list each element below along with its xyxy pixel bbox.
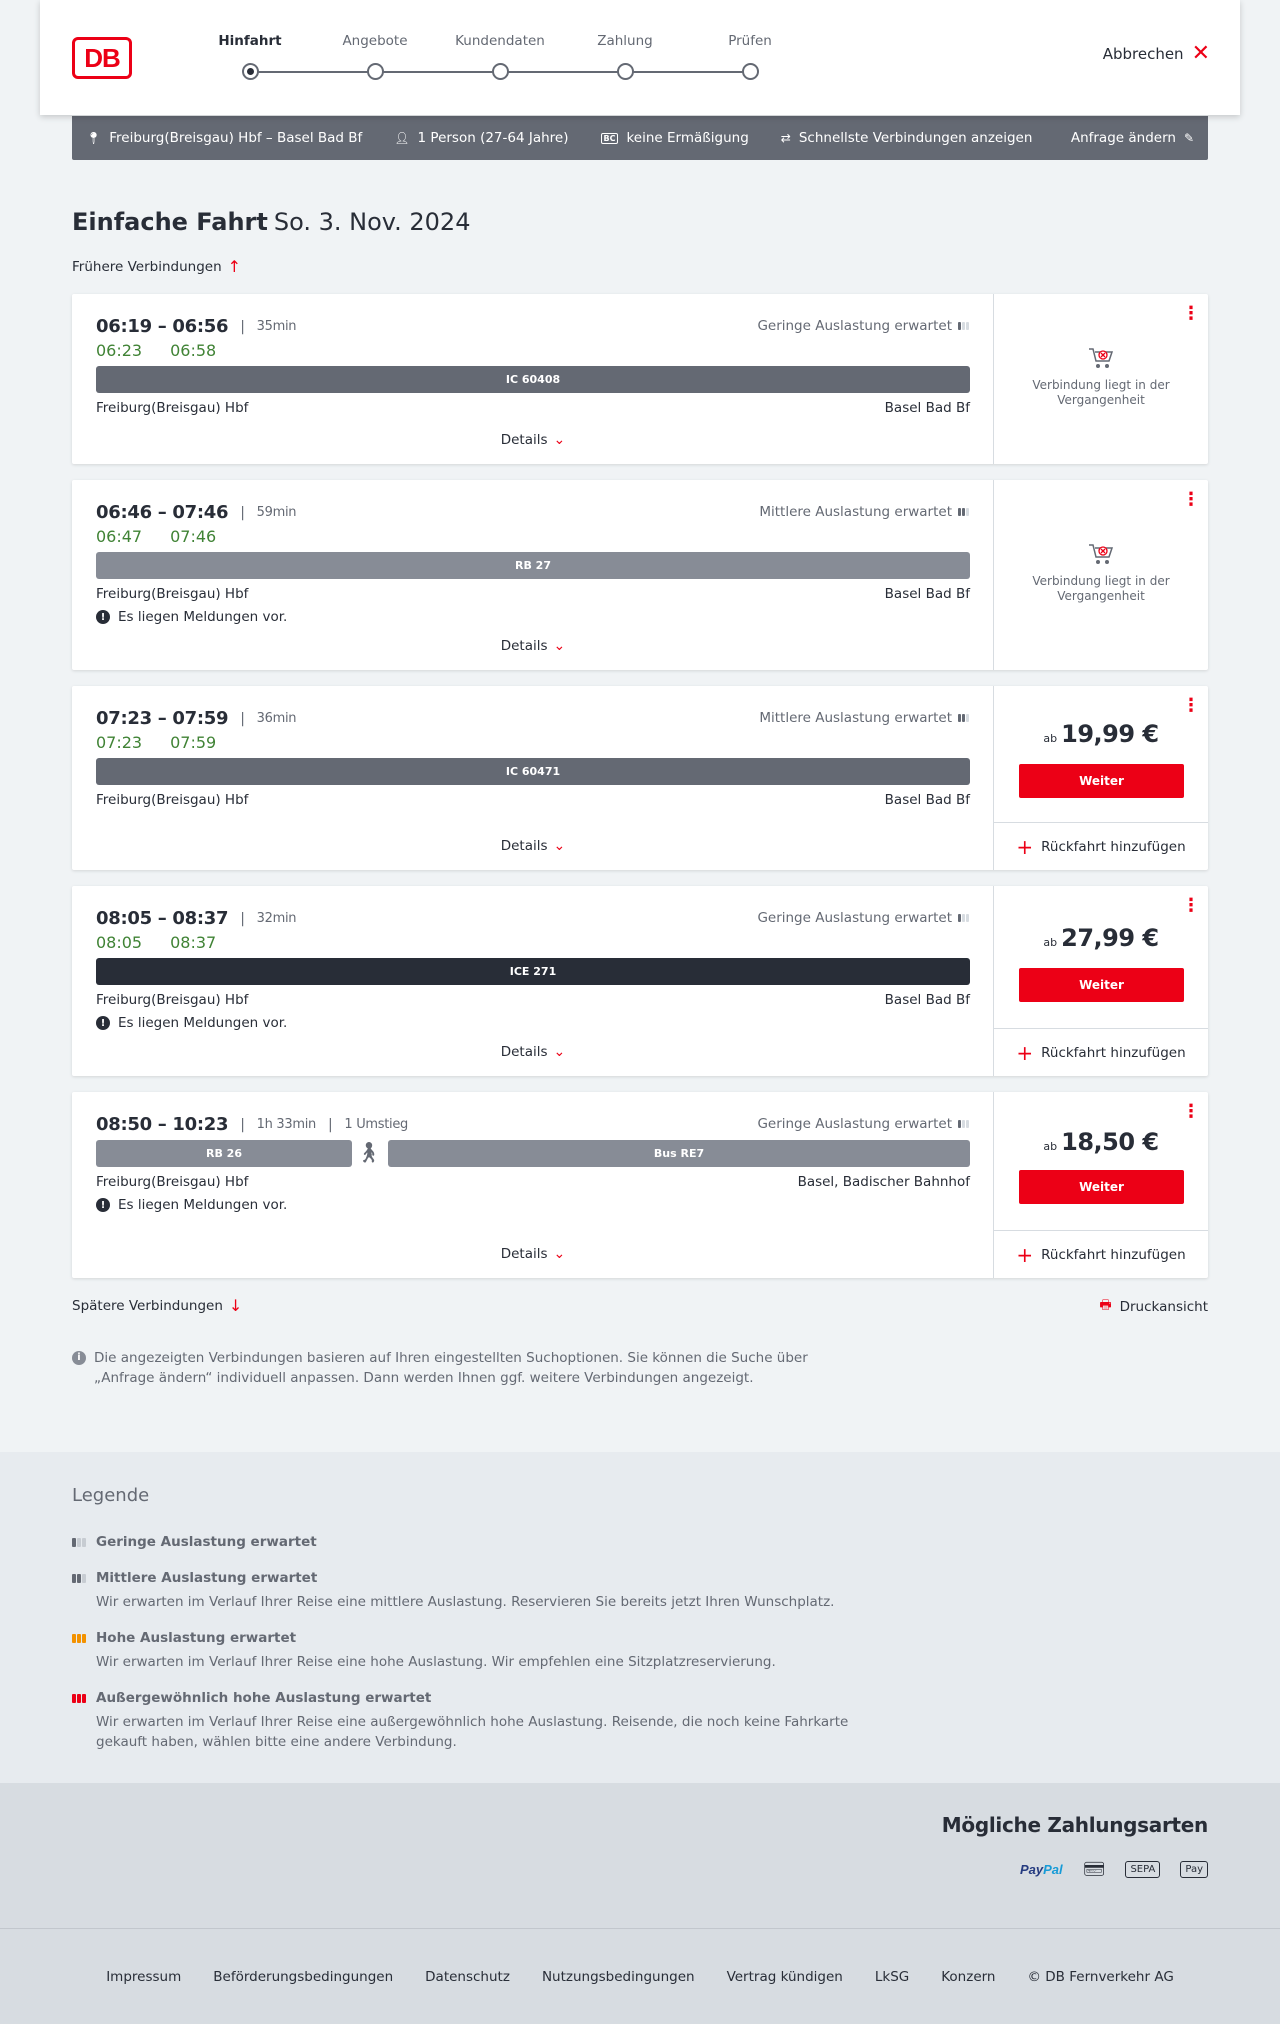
occupancy-text: Mittlere Auslastung erwartet [759,504,952,520]
payment-title: Mögliche Zahlungsarten [941,1813,1208,1837]
train-name: IC 60408 [505,373,561,386]
disruption-message [96,1197,287,1213]
occupancy-text: Geringe Auslastung erwartet [757,1116,952,1132]
train-bar[interactable] [96,958,970,985]
price-prefix: ab [1043,732,1058,745]
fastest-text: Schnellste Verbindungen anzeigen [798,130,1033,146]
plus-icon: + [1016,1242,1034,1267]
add-return-button[interactable] [994,1028,1208,1076]
add-return-button[interactable] [994,1230,1208,1278]
train-bar[interactable] [96,758,970,785]
close-icon: ✕ [1191,41,1210,66]
disruption-message [96,609,287,625]
duration: 32min [256,911,297,926]
message-text: Es liegen Meldungen vor. [118,609,288,625]
destination-station: Basel Bad Bf [884,586,970,602]
connection-card [72,294,1208,464]
footer-link-vertrag-kuendigen[interactable]: Vertrag kündigen [726,1968,843,1985]
connection-times [96,708,296,729]
info-icon: i [72,1351,86,1365]
later-label: Spätere Verbindungen [72,1297,223,1314]
paypal-text-b: Pal [1043,1862,1063,1877]
price [994,924,1208,952]
add-return-button[interactable] [994,822,1208,870]
cart-unavailable-icon [1087,542,1115,566]
occupancy-text: Geringe Auslastung erwartet [757,318,952,334]
realtime-times [96,527,216,546]
connection-times [96,1114,408,1135]
realtime-times [96,733,216,752]
transfers: 1 Umstieg [344,1117,409,1132]
legend-item-title: Hohe Auslastung erwartet [96,1630,297,1646]
step-dot [242,63,259,80]
continue-button[interactable]: Weiter [1019,1170,1184,1204]
occupancy-text: Geringe Auslastung erwartet [757,910,952,926]
discount-text: keine Ermäßigung [626,130,749,146]
occupancy-medium-icon [958,508,969,516]
persons-summary [394,130,568,146]
chevron-down-icon: ⌄ [553,1044,566,1060]
db-logo[interactable] [72,37,132,79]
footer-link-datenschutz[interactable]: Datenschutz [425,1968,510,1985]
realtime-times [96,341,216,360]
train-name: RB 26 [206,1147,242,1160]
footer-link-nutzungsbedingungen[interactable]: Nutzungsbedingungen [541,1968,695,1985]
separator: | [240,318,245,335]
occupancy-low-icon [958,914,969,922]
info-text: Die angezeigten Verbindungen basieren auf Ihren eingestellten Suchoptionen. Sie können die Suche über „Anfrage ändern“ individuell anpassen. Dann werden Ihnen ggf. weitere Verbindungen angezeigt. [94,1350,808,1386]
continue-button[interactable]: Weiter [1019,764,1184,798]
occupancy-info [757,318,969,334]
search-info-note [72,1348,872,1388]
legend-item-low [72,1534,872,1550]
time-range: 06:19 – 06:56 [96,316,229,337]
price [994,720,1208,748]
details-label: Details [500,432,548,448]
time-range: 08:05 – 08:37 [96,908,229,929]
header [40,0,1240,115]
contactless-card-icon: 💳︎ [1082,1859,1106,1880]
arrow-up-icon: ↑ [227,257,242,276]
chevron-down-icon: ⌄ [553,638,566,654]
legend-item-desc: Wir erwarten im Verlauf Ihrer Reise eine hohe Auslastung. Wir empfehlen eine Sitzplatzreservierung. [96,1654,776,1670]
plus-icon: + [1016,834,1034,859]
destination-station: Basel Bad Bf [884,400,970,416]
price [994,1128,1208,1156]
step-dot [492,63,509,80]
connection-offer [994,480,1208,670]
duration: 59min [256,505,297,520]
occupancy-low-icon [72,1538,88,1547]
destination-station: Basel Bad Bf [884,792,970,808]
step-dot [367,63,384,80]
connection-offer [994,294,1208,464]
step-label: Angebote [342,33,408,49]
origin-station: Freiburg(Breisgau) Hbf [96,1174,249,1190]
realtime-times [96,933,216,952]
origin-station: Freiburg(Breisgau) Hbf [96,400,249,416]
connection-times [96,908,296,929]
change-request-label: Anfrage ändern [1070,130,1176,146]
origin-station: Freiburg(Breisgau) Hbf [96,586,249,602]
exclamation-icon: ! [96,610,110,624]
continue-button[interactable]: Weiter [1019,968,1184,1002]
legend-item-title: Mittlere Auslastung erwartet [96,1570,318,1586]
connection-card [72,1092,1208,1278]
connection-main [72,480,994,670]
step-zahlung [570,30,680,52]
route-text: Freiburg(Breisgau) Hbf – Basel Bad Bf [109,130,363,146]
stations [96,1174,970,1190]
origin-station: Freiburg(Breisgau) Hbf [96,992,249,1008]
print-label: Druckansicht [1119,1299,1208,1315]
occupancy-info [759,504,969,520]
plus-icon: + [1016,1040,1034,1065]
occupancy-info [757,910,969,926]
legend-item-title: Geringe Auslastung erwartet [96,1534,317,1550]
connection-card [72,886,1208,1076]
more-options-icon[interactable]: ⋮ [1182,1101,1200,1122]
fastest-summary [781,130,1033,146]
details-toggle[interactable] [72,1246,994,1262]
past-notice [994,346,1208,408]
add-return-label: Rückfahrt hinzufügen [1041,838,1186,855]
bahncard-icon: BC [601,133,619,144]
duration: 1h 33min [256,1117,316,1132]
walk-icon: 🚶︎ [356,1140,382,1164]
step-dot [742,63,759,80]
train-name: ICE 271 [509,965,557,978]
location-pin-icon: 📍︎ [86,131,102,145]
details-label: Details [500,838,548,854]
destination-station: Basel, Badischer Bahnhof [797,1174,970,1190]
legend-item-medium [72,1570,872,1612]
footer-link-befoerderungsbedingungen[interactable]: Beförderungsbedingungen [213,1968,394,1985]
price-value: 18,50 € [1061,1128,1159,1156]
page-title [72,208,470,236]
stations [96,586,970,602]
arrow-down-icon: ↓ [228,1296,243,1315]
copyright: © DB Fernverkehr AG [1027,1968,1174,1985]
realtime-arrival: 06:58 [170,341,217,360]
train-bar[interactable] [96,1140,352,1167]
details-toggle[interactable] [72,638,994,654]
apple-pay-icon: Pay [1180,1861,1208,1878]
realtime-arrival: 07:59 [170,733,217,752]
connection-offer [994,1092,1208,1278]
stations [96,992,970,1008]
details-label: Details [500,1246,548,1262]
connection-main [72,886,994,1076]
train-name: IC 60471 [505,765,561,778]
realtime-departure: 06:23 [96,341,143,360]
more-options-icon[interactable]: ⋮ [1182,303,1200,324]
stations [96,400,970,416]
details-toggle[interactable] [72,1044,994,1060]
printer-icon: 🖶︎ [1099,1298,1112,1313]
legend-title: Legende [72,1485,150,1506]
connection-offer [994,886,1208,1076]
connection-main [72,686,994,870]
connection-main [72,1092,994,1278]
legend-item-title: Außergewöhnlich hohe Auslastung erwartet [96,1690,432,1706]
pencil-icon: ✎ [1183,131,1194,145]
occupancy-high-icon [72,1634,88,1643]
trip-date: So. 3. Nov. 2024 [273,208,471,236]
bus-name: Bus RE7 [653,1147,705,1160]
connection-times [96,502,296,523]
train-bar[interactable] [96,366,970,393]
footer-link-konzern[interactable]: Konzern [941,1968,996,1985]
realtime-arrival: 08:37 [170,933,217,952]
step-label: Kundendaten [455,33,545,49]
price-prefix: ab [1043,936,1058,949]
separator: | [240,710,245,727]
separator: | [240,910,245,927]
change-request-button[interactable] [1071,130,1194,146]
paypal-icon [1020,1862,1063,1877]
realtime-departure: 07:23 [96,733,143,752]
occupancy-text: Mittlere Auslastung erwartet [759,710,952,726]
footer-link-lksg[interactable]: LkSG [874,1968,910,1985]
occupancy-low-icon [958,1120,969,1128]
step-hinfahrt [195,30,305,52]
discount-summary [601,130,749,146]
persons-text: 1 Person (27-64 Jahre) [417,130,569,146]
occupancy-extreme-icon [72,1694,88,1703]
details-label: Details [500,638,548,654]
occupancy-low-icon [958,322,969,330]
exclamation-icon: ! [96,1016,110,1030]
separator: | [240,1116,245,1133]
step-angebote [320,30,430,52]
legend-item-desc: Wir erwarten im Verlauf Ihrer Reise eine mittlere Auslastung. Reservieren Sie bereits jetzt Ihren Wunschplatz. [96,1594,835,1610]
realtime-arrival: 07:46 [170,527,217,546]
paypal-text-a: Pay [1019,1862,1044,1877]
past-text: Verbindung liegt in der Vergangenheit [1032,574,1170,603]
duration: 36min [256,711,297,726]
chevron-down-icon: ⌄ [553,432,566,448]
exclamation-icon: ! [96,1198,110,1212]
time-range: 08:50 – 10:23 [96,1114,229,1135]
step-label: Hinfahrt [218,33,282,49]
details-toggle[interactable] [72,838,994,854]
add-return-label: Rückfahrt hinzufügen [1041,1044,1186,1061]
more-options-icon[interactable]: ⋮ [1182,895,1200,916]
legend-item-desc: Wir erwarten im Verlauf Ihrer Reise eine außergewöhnlich hohe Auslastung. Reisende, die noch keine Fahrkarte gekauft haben, wählen bitte eine andere Verbindung. [96,1714,849,1750]
connection-offer [994,686,1208,870]
occupancy-medium-icon [72,1574,88,1583]
legend-item-extreme [72,1690,872,1752]
message-text: Es liegen Meldungen vor. [118,1015,288,1031]
price-value: 27,99 € [1061,924,1159,952]
past-text: Verbindung liegt in der Vergangenheit [1032,378,1170,407]
earlier-label: Frühere Verbindungen [72,258,222,275]
cancel-label: Abbrechen [1102,45,1184,63]
payment-icons [1020,1859,1208,1880]
occupancy-medium-icon [958,714,969,722]
bus-bar[interactable] [388,1140,970,1167]
train-name: RB 27 [515,559,551,572]
connection-main [72,294,994,464]
realtime-departure: 08:05 [96,933,143,952]
legend-section [0,1452,1280,1783]
details-toggle[interactable] [72,432,994,448]
earlier-connections-link[interactable] [72,257,241,276]
origin-station: Freiburg(Breisgau) Hbf [96,792,249,808]
destination-station: Basel Bad Bf [884,992,970,1008]
details-label: Details [500,1044,548,1060]
route-summary [86,130,362,146]
time-range: 06:46 – 07:46 [96,502,229,523]
connection-card [72,480,1208,670]
time-range: 07:23 – 07:59 [96,708,229,729]
footer-link-impressum[interactable]: Impressum [106,1968,182,1985]
legend-item-high [72,1630,872,1672]
more-options-icon[interactable]: ⋮ [1182,695,1200,716]
connection-card [72,686,1208,870]
cancel-button[interactable] [1102,41,1210,66]
chevron-down-icon: ⌄ [553,838,566,854]
search-summary-bar [72,116,1208,160]
payment-methods-section [0,1783,1280,1928]
disruption-message [96,1015,287,1031]
swap-arrows-icon: ⇄ [780,131,791,145]
cart-unavailable-icon [1087,346,1115,370]
past-notice [994,542,1208,604]
step-kundendaten [445,30,555,52]
trip-type: Einfache Fahrt [72,208,268,236]
separator: | [327,1116,333,1133]
add-return-label: Rückfahrt hinzufügen [1041,1246,1186,1263]
progress-steps [220,30,780,90]
later-connections-link[interactable] [72,1296,242,1315]
step-pruefen [695,30,805,52]
step-label: Prüfen [728,33,772,49]
step-dot [617,63,634,80]
occupancy-info [757,1116,969,1132]
occupancy-info [759,710,969,726]
sepa-icon: SEPA [1125,1861,1160,1878]
train-bar[interactable] [96,552,970,579]
duration: 35min [256,319,297,334]
chevron-down-icon: ⌄ [553,1246,566,1262]
step-label: Zahlung [597,33,653,49]
more-options-icon[interactable]: ⋮ [1182,489,1200,510]
print-view-link[interactable] [1099,1296,1208,1318]
connection-times [96,316,296,337]
footer [0,1928,1280,2024]
logo-text: DB [84,42,120,73]
person-icon: 👤︎ [394,131,410,145]
separator: | [240,504,245,521]
realtime-departure: 06:47 [96,527,143,546]
price-prefix: ab [1043,1140,1058,1153]
stations [96,792,970,808]
message-text: Es liegen Meldungen vor. [118,1197,288,1213]
price-value: 19,99 € [1061,720,1159,748]
